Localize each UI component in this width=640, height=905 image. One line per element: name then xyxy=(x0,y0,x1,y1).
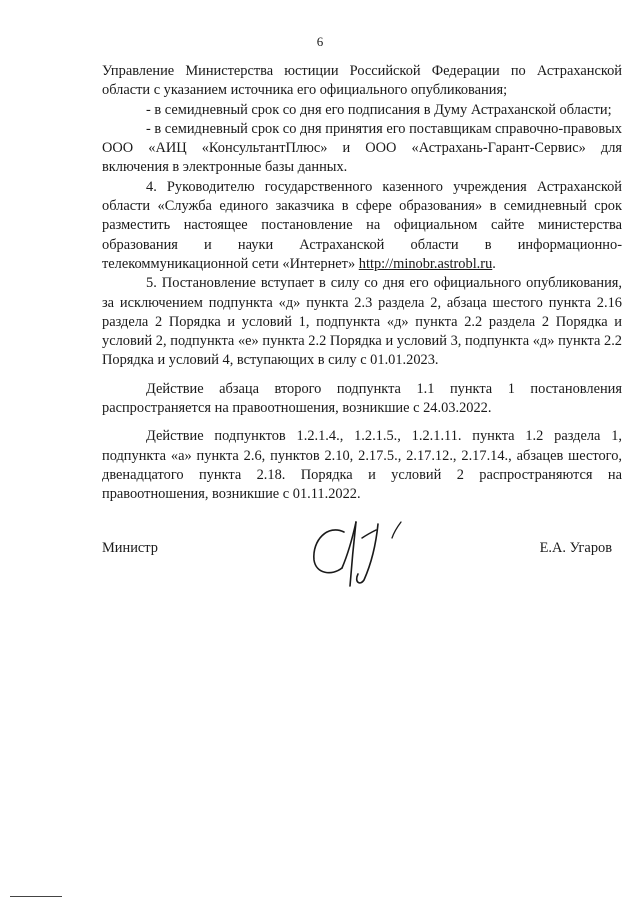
paragraph-duma: - в семидневный срок со дня его подписания в Думу Астраханской области; xyxy=(146,101,612,118)
footer-rule xyxy=(10,896,62,897)
paragraph-4-text: 4. Руководителю государственного казенного учреждения Астраханской области «Служба единого заказчика в сфере образования» в семидневный срок разместить настоящее постановление на официальном сайте министерства образования и науки Астраханской области в информационно-телекоммуникационной сети «Интернет» xyxy=(102,178,622,272)
page-number: 6 xyxy=(316,34,324,49)
document-body xyxy=(102,62,622,505)
signatory-title: Министр xyxy=(102,540,158,556)
paragraph-4-end: . xyxy=(492,255,496,272)
signature-block xyxy=(102,540,622,600)
ministry-website-link[interactable]: http://minobr.astrobl.ru xyxy=(358,255,493,272)
paragraph-legal-databases: - в семидневный срок со дня принятия его поставщикам справочно-правовых ООО «АИЦ «КонсультантПлюс» и ООО «Астрахань-Гарант-Сервис» для включения в электронные базы данных. xyxy=(102,120,622,176)
signatory-name: Е.А. Угаров xyxy=(539,540,612,556)
paragraph-retroactive-march: Действие абзаца второго подпункта 1.1 пункта 1 постановления распространяется на правоотношения, возникшие с 24.03.2022. xyxy=(102,380,622,417)
paragraph-retroactive-november: Действие подпунктов 1.2.1.4., 1.2.1.5., 1.2.1.11. пункта 1.2 раздела 1, подпункта «а» пункта 2.6, пунктов 2.10, 2.17.5., 2.17.12., 2.17.14., абзацев шестого, двенадцатого пункта 2.18. Порядка и условий 2 распространяются на правоотношения, возникшие с 01.11.2022. xyxy=(102,428,622,503)
paragraph-4-publication xyxy=(102,178,622,274)
paragraph-5-effective-date: 5. Постановление вступает в силу со дня его официального опубликования, за исключением подпункта «д» пункта 2.3 раздела 2, абзаца шестого пункта 2.16 раздела 2 Порядка и условий 1, подпункта «д» пункта 2.2 раздела 2 Порядка и условий 2, подпункта «е» пункта 2.2 Порядка и условий 3, подпункта «д» пункта 2.2 Порядка и условий 4, вступающих в силу с 01.01.2023. xyxy=(102,275,622,369)
handwritten-signature xyxy=(306,510,416,590)
paragraph-ministry-of-justice: Управление Министерства юстиции Российской Федерации по Астраханской области с указанием источника его официального опубликования; xyxy=(102,63,622,99)
